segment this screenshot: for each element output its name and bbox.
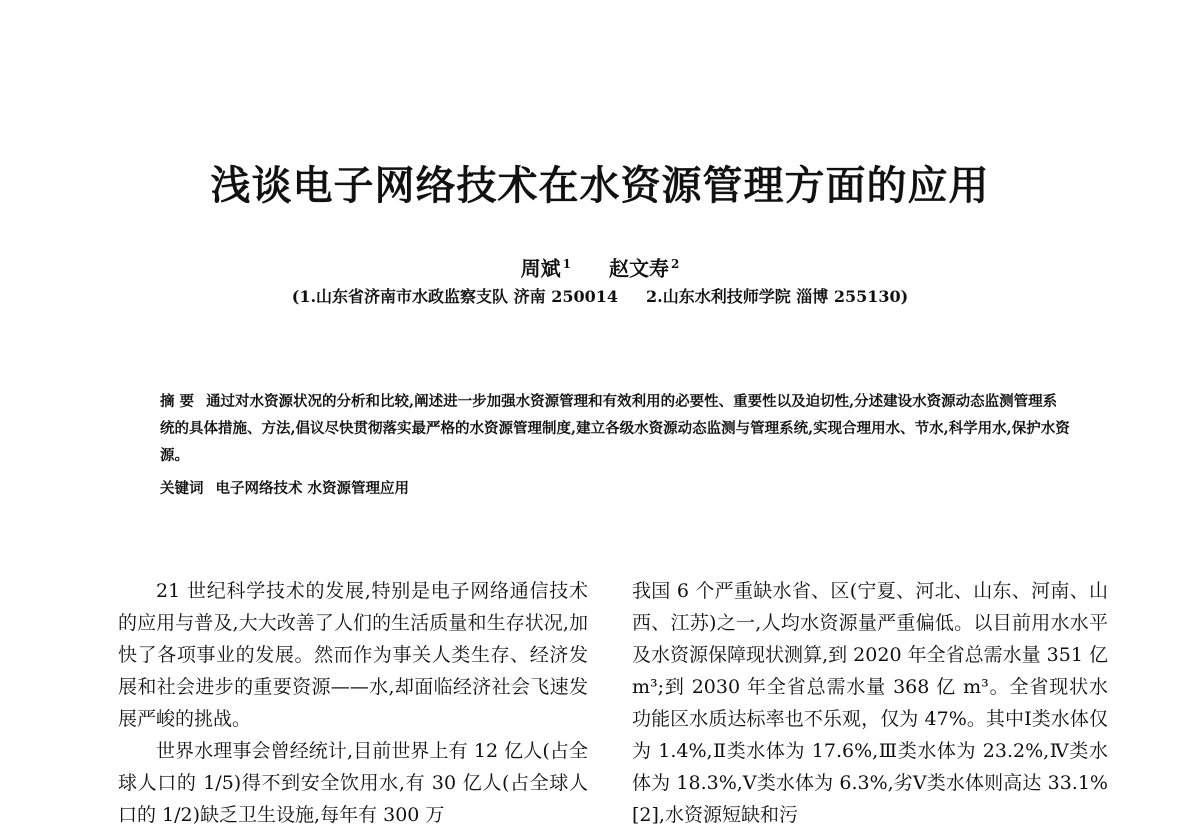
affiliation-line [0, 285, 1200, 309]
abstract-label: 摘 要 [160, 393, 195, 410]
body-paragraph: 世界水理事会曾经统计,目前世界上有 12 亿人(占全球人口的 1/5)得不到安全饮用水,有 30 亿人(占全球人口的 1/2)缺乏卫生设施,每年有 300 万 [118, 740, 588, 826]
author-name: 周斌 [520, 256, 561, 281]
abstract [160, 388, 1070, 469]
body-column-left [118, 575, 588, 831]
author-affiliation-mark: 1 [562, 257, 572, 271]
affiliation: (1.山东省济南市水政监察支队 济南 250014 [291, 287, 618, 306]
body-column-right [632, 575, 1108, 831]
keywords-label: 关键词 [160, 480, 204, 497]
body-paragraph: 21 世纪科学技术的发展,特别是电子网络通信技术的应用与普及,大大改善了人们的生活质量和生存状况,加快了各项事业的发展。然而作为事关人类生存、经济发展和社会进步的重要资源——水,却面临经济社会飞速发展严峻的挑战。 [118, 580, 588, 730]
abstract-text: 通过对水资源状况的分析和比较,阐述进一步加强水资源管理和有效利用的必要性、重要性以及迫切性,分述建设水资源动态监测管理系统的具体措施、方法,倡议尽快贯彻落实最严格的水资源管理制度,建立各级水资源动态监测与管理系统,实现合理用水、节水,科学用水,保护水资源。 [160, 393, 1070, 464]
body-paragraph: 我国 6 个严重缺水省、区(宁夏、河北、山东、河南、山西、江苏)之一,人均水资源量严重偏低。以目前用水水平及水资源保障现状测算,到 2020 年全省总需水量 351 亿 m³;到 2030 年全省总需水量 368 亿 m³。全省现状水功能区水质达标率也不乐观，仅为 47%。其中Ⅰ类水体仅为 1.4%,Ⅱ类水体为 17.6%,Ⅲ类水体为 23.2%,Ⅳ类水体为 18.3%,Ⅴ类水体为 6.3%,劣Ⅴ类水体则高达 33.1%[2],水资源短缺和污 [632, 580, 1108, 826]
author-affiliation-mark: 2 [670, 257, 680, 271]
keywords [160, 475, 1070, 502]
author-line [0, 250, 1200, 283]
keywords-text: 电子网络技术 水资源管理应用 [215, 480, 410, 497]
author-name: 赵文寿 [608, 256, 669, 281]
paper-title: 浅谈电子网络技术在水资源管理方面的应用 [210, 162, 990, 209]
affiliation: 2.山东水利技师学院 淄博 255130) [646, 287, 909, 306]
